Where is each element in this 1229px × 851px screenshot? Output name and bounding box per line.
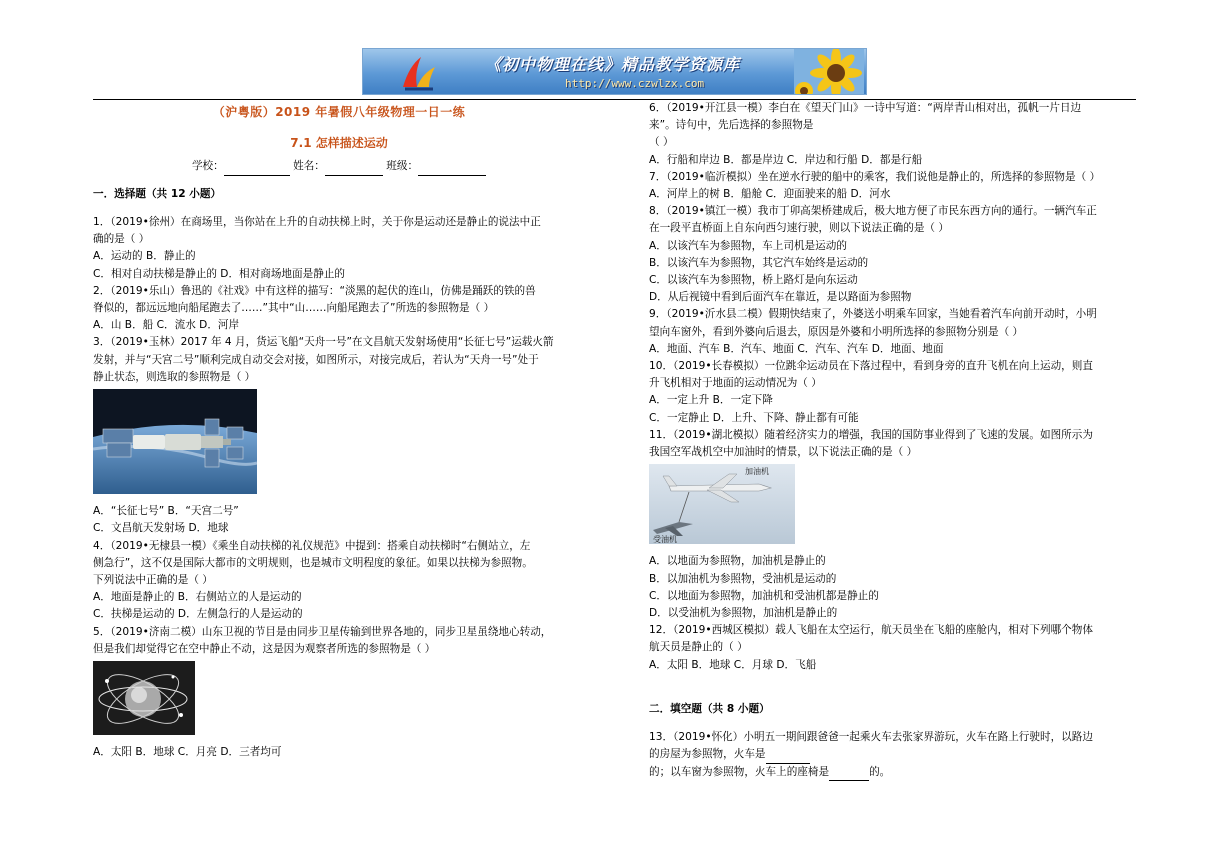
question-5-line-2: 但是我们却觉得它在空中静止不动，这是因为观察者所选的参照物是（ ） <box>93 642 436 655</box>
section-heading-fill: 二．填空题（共 8 小题） <box>649 703 770 716</box>
question-7-line-1: 7．（2019•临沂模拟）坐在逆水行驶的船中的乘客，我们说他是静止的，所选择的参照物是（ ） <box>649 170 1101 183</box>
question-3-line-2: 发射，并与“天宫二号”顺利完成自动交会对接，如图所示，对接完成后，若认为“天舟一号”处于 <box>93 353 539 366</box>
question-12-options: A．太阳 B．地球 C．月球 D．飞船 <box>649 658 817 671</box>
sunflower-image <box>794 48 864 95</box>
banner-title: 《初中物理在线》精品教学资源库 <box>485 55 741 74</box>
name-label: 姓名： <box>293 160 325 173</box>
student-info-fields <box>93 158 585 175</box>
question-6-line-3: （ ） <box>649 136 674 149</box>
class-label: 班级： <box>386 160 419 173</box>
question-10-line-1: 10．（2019•长春模拟）一位跳伞运动员在下落过程中，看到身旁的直升飞机在向上运动，则直 <box>649 360 1093 373</box>
question-4-options-1: A．地面是静止的 B．右侧站立的人是运动的 <box>93 591 302 604</box>
question-4-line-1: 4．（2019•无棣县一模）《乘坐自动扶梯的礼仪规范》中提到：搭乘自动扶梯时“右侧站立，左 <box>93 539 531 552</box>
logo-icon <box>399 53 439 91</box>
question-5-line-1: 5．（2019•济南二模）山东卫视的节目是由同步卫星传输到世界各地的，同步卫星虽绕地心转动， <box>93 625 552 638</box>
class-blank[interactable] <box>418 163 486 176</box>
name-blank[interactable] <box>325 163 383 176</box>
question-11-option-a: A．以地面为参照物，加油机是静止的 <box>649 555 826 568</box>
question-3-line-3: 静止状态，则选取的参照物是（ ） <box>93 370 256 383</box>
question-11-option-c: C．以地面为参照物，加油机和受油机都是静止的 <box>649 589 879 602</box>
question-8-option-c: C．以该汽车为参照物，桥上路灯是向东运动 <box>649 274 858 287</box>
spacecraft-docking-image <box>93 389 257 494</box>
question-13-text-a: 的房屋为参照物，火车是 <box>649 748 766 761</box>
question-4-line-3: 下列说法中正确的是（ ） <box>93 574 213 587</box>
question-13-text-c: 的。 <box>869 765 891 778</box>
question-5-figure <box>93 661 585 741</box>
aerial-refueling-image <box>649 464 795 544</box>
section-title: 7.1 怎样描述运动 <box>290 136 388 151</box>
question-8-line-1: 8．（2019•镇江一模）我市丁卯高架桥建成后，极大地方便了市民东西方向的通行。一辆汽车正 <box>649 205 1097 218</box>
left-column <box>93 100 585 761</box>
question-2-options: A．山 B．船 C．流水 D．河岸 <box>93 319 240 332</box>
question-12-line-1: 12．（2019•西城区模拟）载人飞船在太空运行，航天员坐在飞船的座舱内，相对下列哪个物体 <box>649 624 1093 637</box>
question-3-options-1: A．“长征七号” B．“天宫二号” <box>93 505 239 518</box>
question-11-figure <box>649 464 1139 550</box>
question-1-options-2: C．相对自动扶梯是静止的 D．相对商场地面是静止的 <box>93 267 345 280</box>
question-1-line-1: 1．（2019•徐州）在商场里，当你站在上升的自动扶梯上时，关于你是运动还是静止的说法中正 <box>93 216 541 228</box>
question-8-option-b: B．以该汽车为参照物，其它汽车始终是运动的 <box>649 256 869 269</box>
question-2-line-1: 2．（2019•乐山）鲁迅的《社戏》中有这样的描写：“淡黑的起伏的连山，仿佛是踊跃的铁的兽 <box>93 284 536 297</box>
receiver-label: 受油机 <box>653 535 677 545</box>
section-heading-choice: 一．选择题（共 12 小题） <box>93 188 222 201</box>
question-10-options-2: C．一定静止 D．上升、下降、静止都有可能 <box>649 411 859 424</box>
question-11-option-b: B．以加油机为参照物，受油机是运动的 <box>649 572 837 585</box>
question-6-line-2: 来”。诗句中，先后选择的参照物是 <box>649 119 814 132</box>
question-3-options-2: C．文昌航天发射场 D．地球 <box>93 522 229 535</box>
school-blank[interactable] <box>224 163 290 176</box>
question-13-line-3 <box>649 764 1139 781</box>
banner-url: http://www.czwlzx.com <box>565 77 705 90</box>
question-7-options: A．河岸上的树 B．船舱 C．迎面驶来的船 D．河水 <box>649 188 891 201</box>
question-13-line-1: 13．（2019•怀化）小明五一期间跟爸爸一起乘火车去张家界游玩，火车在路上行驶时，以路边 <box>649 731 1093 744</box>
question-13-line-2 <box>649 746 1139 763</box>
satellite-orbit-image <box>93 661 195 735</box>
question-8-line-2: 在一段平直桥面上自东向西匀速行驶，则以下说法正确的是（ ） <box>649 222 949 235</box>
question-13-text-b: 的；以车窗为参照物，火车上的座椅是 <box>649 765 830 778</box>
tanker-label: 加油机 <box>745 467 769 477</box>
school-label: 学校： <box>191 160 224 173</box>
question-4-options-2: C．扶梯是运动的 D．左侧急行的人是运动的 <box>93 608 303 621</box>
question-11-option-d: D．以受油机为参照物，加油机是静止的 <box>649 607 838 620</box>
question-10-options-1: A．一定上升 B．一定下降 <box>649 394 773 407</box>
question-6-line-1: 6．（2019•开江县一模）李白在《望天门山》一诗中写道：“两岸青山相对出，孤帆一片日边 <box>649 102 1082 114</box>
question-3-line-1: 3．（2019•玉林）2017 年 4 月，货运飞船“天舟一号”在文昌航天发射场使用“长征七号”运载火箭 <box>93 336 554 349</box>
question-4-line-2: 侧急行”，这不仅是国际大都市的文明规则，也是城市文明程度的象征。如果以扶梯为参照物。 <box>93 556 533 569</box>
question-9-line-2: 望向车窗外，看到外婆向后退去，原因是外婆和小明所选择的参照物分别是（ ） <box>649 325 1024 338</box>
question-3-figure <box>93 389 585 500</box>
question-2-line-2: 脊似的，都远远地向船尾跑去了……”其中“山……向船尾跑去了”所选的参照物是（ ） <box>93 302 495 315</box>
question-11-line-1: 11．（2019•湖北模拟）随着经济实力的增强，我国的国防事业得到了飞速的发展。如图所示为 <box>649 428 1093 441</box>
question-8-option-d: D．从后视镜中看到后面汽车在靠近，是以路面为参照物 <box>649 291 912 304</box>
document-title: （沪粤版）2019 年暑假八年级物理一日一练 <box>212 105 466 119</box>
question-9-options: A．地面、汽车 B．汽车、地面 C．汽车、汽车 D．地面、地面 <box>649 342 944 355</box>
question-8-option-a: A．以该汽车为参照物，车上司机是运动的 <box>649 239 847 252</box>
answer-blank-1[interactable] <box>766 751 810 764</box>
answer-blank-2[interactable] <box>829 768 869 781</box>
question-10-line-2: 升飞机相对于地面的运动情况为（ ） <box>649 377 822 390</box>
spacer <box>649 674 1139 691</box>
question-1-line-2: 确的是（ ） <box>93 233 150 246</box>
question-12-line-2: 航天员是静止的（ ） <box>649 641 748 654</box>
right-column <box>649 100 1139 781</box>
question-11-line-2: 我国空军战机空中加油时的情景，以下说法正确的是（ ） <box>649 446 918 459</box>
question-9-line-1: 9．（2019•沂水县二模）假期快结束了，外婆送小明乘车回家，当她看着汽车向前开动时，小明 <box>649 308 1097 321</box>
header-banner <box>362 48 867 95</box>
question-1-options-1: A．运动的 B．静止的 <box>93 250 196 263</box>
question-5-options: A．太阳 B．地球 C．月亮 D．三者均可 <box>93 746 282 759</box>
question-6-options: A．行船和岸边 B．都是岸边 C．岸边和行船 D．都是行船 <box>649 153 923 166</box>
